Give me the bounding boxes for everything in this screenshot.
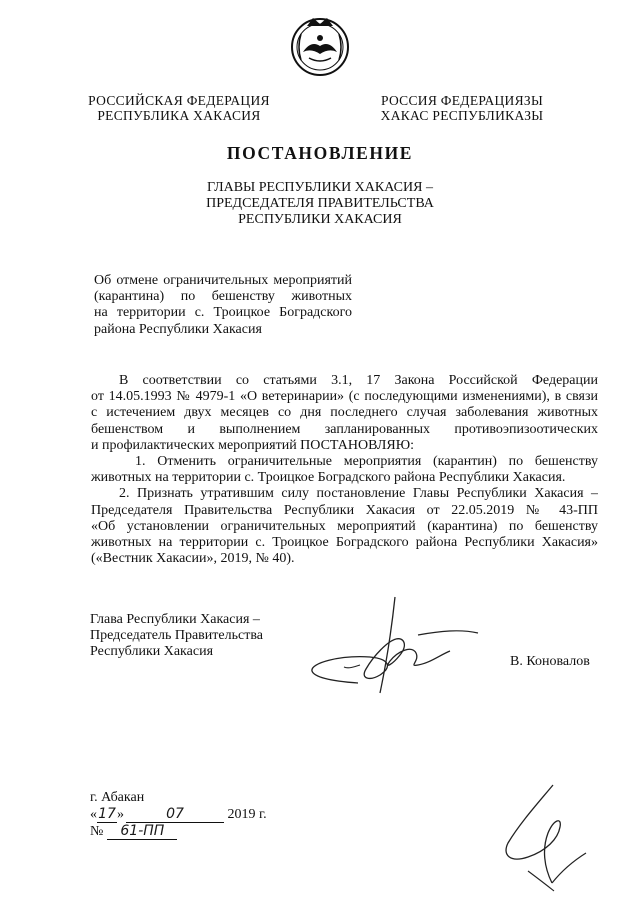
subtitle-line: ГЛАВЫ РЕСПУБЛИКИ ХАКАСИЯ – <box>207 180 433 195</box>
item2-line: («Вестник Хакасии», 2019, № 40). <box>91 551 295 567</box>
subtitle-line: РЕСПУБЛИКИ ХАКАСИЯ <box>238 212 402 227</box>
subtitle-line: ПРЕДСЕДАТЕЛЯ ПРАВИТЕЛЬСТВА <box>206 196 434 211</box>
coat-of-arms-emblem <box>289 14 351 78</box>
date-year: 2019 г. <box>227 807 267 822</box>
signatory-position <box>90 612 310 661</box>
city: г. Абакан <box>90 790 145 805</box>
header-russian <box>84 93 274 123</box>
position-line: Председатель Правительства <box>90 628 263 644</box>
item2-line: «Об установлении ограничительных мероприятий (карантина) по бешенству <box>91 518 598 534</box>
header-left-line: РЕСПУБЛИКА ХАКАСИЯ <box>97 108 261 123</box>
document-number: 61-ПП <box>107 823 177 840</box>
header-right-line: ХАКАС РЕСПУБЛИКАЗЫ <box>380 108 544 123</box>
document-footer <box>90 790 267 840</box>
item2-line: Председателя Правительства Республики Хакасия от 22.05.2019 № 43-ПП <box>91 502 598 518</box>
header-left-line: РОССИЙСКАЯ ФЕДЕРАЦИЯ <box>88 93 270 108</box>
subject-line: района Республики Хакасия <box>94 321 262 337</box>
subject-line: на территории с. Троицкое Боградского <box>94 305 352 321</box>
document-subtitle <box>170 180 470 228</box>
item1-line: 1. Отменить ограничительные мероприятия (карантин) по бешенству <box>135 454 598 470</box>
preamble-line: и профилактических мероприятий ПОСТАНОВЛЯЮ: <box>91 437 415 453</box>
preamble-line: от 14.05.1993 № 4979-1 «О ветеринарии» (с последующими изменениями), в связи <box>91 389 598 405</box>
position-line: Глава Республики Хакасия – <box>90 612 260 627</box>
signatory-name: В. Коновалов <box>510 654 590 669</box>
header-right-line: РОССИЯ ФЕДЕРАЦИЯЗЫ <box>380 93 544 108</box>
preamble-line: бешенством и выполнением запланированных противоэпизоотических <box>91 421 598 437</box>
header-khakas <box>372 93 552 123</box>
handwritten-mark <box>498 783 593 893</box>
subject-line: (карантина) по бешенству животных <box>94 289 352 305</box>
date-day: 17 <box>98 806 116 822</box>
document-title: ПОСТАНОВЛЕНИЕ <box>226 143 414 163</box>
item2-line: животных на территории с. Троицкое Боградского района Республики Хакасия» <box>91 535 598 551</box>
document-subject <box>94 273 352 338</box>
preamble-line: В соответствии со статьями 3.1, 17 Закона Российской Федерации <box>119 373 598 388</box>
subject-line: Об отмене ограничительных мероприятий <box>94 273 352 288</box>
number-line <box>90 823 267 840</box>
item1-line: животных на территории с. Троицкое Боградского района Республики Хакасия. <box>91 470 566 486</box>
document-body <box>91 373 598 567</box>
date-open-quote: « <box>90 807 97 822</box>
date-close-quote: » <box>117 807 124 822</box>
handwritten-signature <box>300 595 500 695</box>
number-prefix: № <box>90 824 104 839</box>
date-month: 07 <box>126 806 224 823</box>
position-line: Республики Хакасия <box>90 644 214 660</box>
date-line <box>90 806 267 823</box>
item2-line: 2. Признать утратившим силу постановление Главы Республики Хакасия – <box>119 486 598 502</box>
preamble-line: с истечением двух месяцев со дня последнего случая заболевания животных <box>91 405 598 421</box>
